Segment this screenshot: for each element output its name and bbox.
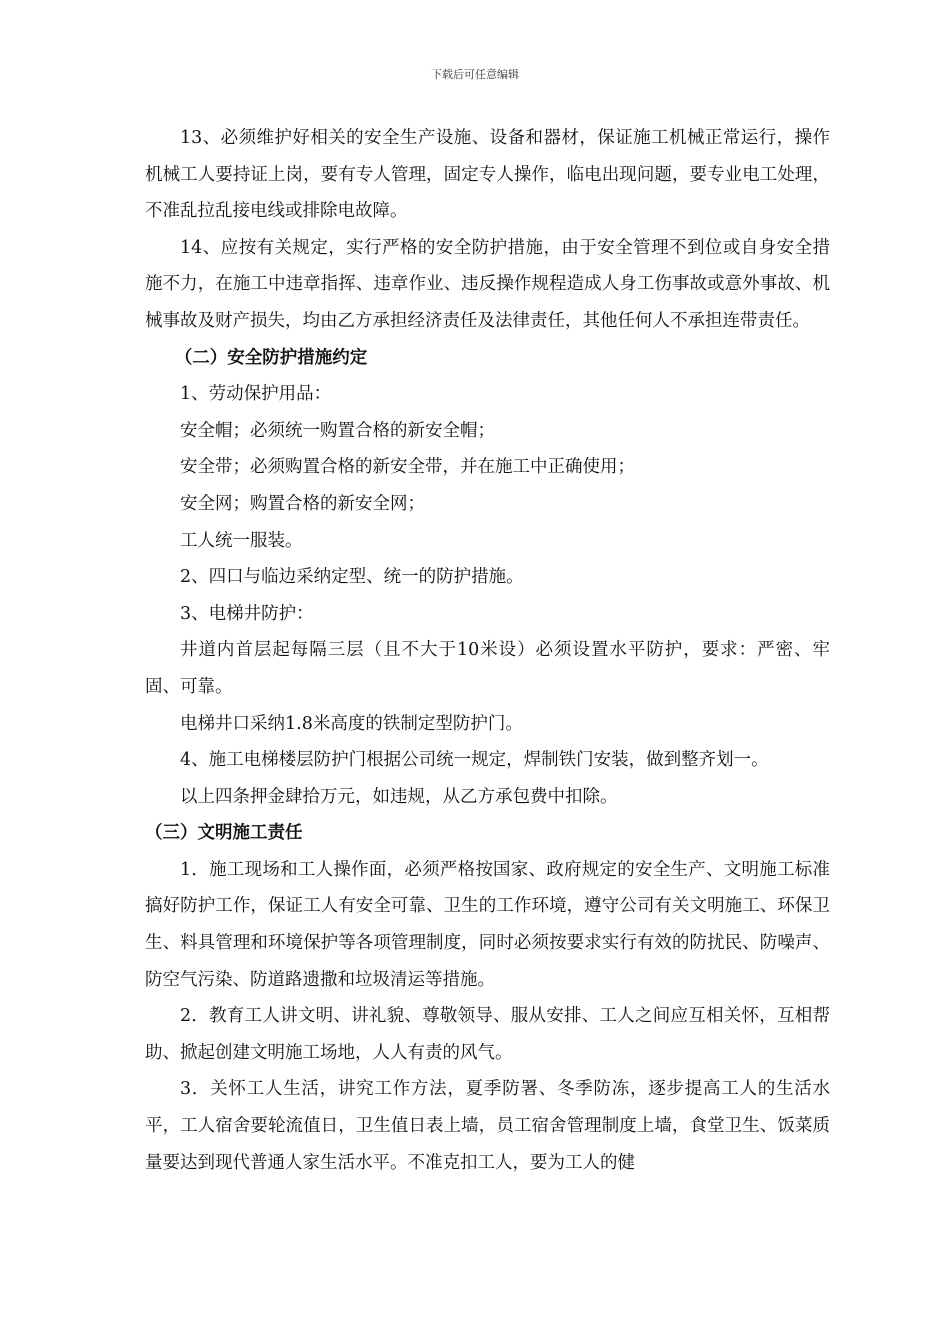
section-heading-civilized-construction: （三）文明施工责任 [145,823,303,844]
item-shaft-door: 电梯井口采纳1.8米高度的铁制定型防护门。 [180,713,523,734]
paragraph-14-safety-measures: 14、应按有关规定，实行严格的安全防护措施，由于安全管理不到位或自身安全措施不力，在施工中违章指挥、违章作业、违反操作规程造成人身工伤事故或意外事故、机械事故及财产损失，均由乙方承担经济责任及法律责任，其他任何人不承担连带责任。 [145,237,830,331]
item-safety-helmet: 安全帽；必须统一购置合格的新安全帽； [180,420,495,441]
paragraph-civilized-3: 3．关怀工人生活，讲究工作方法，夏季防署、冬季防冻，逐步提高工人的生活水平，工人宿舍要轮流值日，卫生值日表上墙，员工宿舍管理制度上墙，食堂卫生、饭菜质量要达到现代普通人家生活水平。不准克扣工人，要为工人的健 [145,1079,830,1173]
item-labor-protection: 1、劳动保护用品： [180,384,332,405]
item-uniform: 工人统一服装。 [180,530,303,551]
paragraph-civilized-1: 1．施工现场和工人操作面，必须严格按国家、政府规定的安全生产、文明施工标准搞好防护工作，保证工人有安全可靠、卫生的工作环境，遵守公司有关文明施工、环保卫生、料具管理和环境保护等各项管理制度，同时必须按要求实行有效的防扰民、防噪声、防空气污染、防道路遗撒和垃圾清运等措施。 [145,859,830,990]
item-safety-belt: 安全带；必须购置合格的新安全带，并在施工中正确使用； [180,457,635,478]
item-elevator-floor-door: 4、施工电梯楼层防护门根据公司统一规定，焊制铁门安装，做到整齐划一。 [180,750,769,771]
document-body [145,120,830,1181]
page-header-note: 下载后可任意编辑 [431,68,519,81]
item-shaft-horizontal-protection: 井道内首层起每隔三层（且不大于10米设）必须设置水平防护，要求：严密、牢固、可靠。 [145,640,830,697]
paragraph-13-machinery-safety: 13、必须维护好相关的安全生产设施、设备和器材，保证施工机械正常运行，操作机械工人要持证上岗，要有专人管理，固定专人操作，临电出现问题，要专业电工处理，不准乱拉乱接电线或排除电故障。 [145,128,830,222]
item-four-openings: 2、四口与临边采纳定型、统一的防护措施。 [180,567,524,588]
section-heading-safety-protection: （二）安全防护措施约定 [174,347,368,368]
item-deposit-note: 以上四条押金肆拾万元，如违规，从乙方承包费中扣除。 [180,786,618,807]
paragraph-civilized-2: 2．教育工人讲文明、讲礼貌、尊敬领导、服从安排、工人之间应互相关怀，互相帮助、掀起创建文明施工场地，人人有责的风气。 [145,1006,830,1063]
item-elevator-shaft: 3、电梯井防护： [180,603,314,624]
item-safety-net: 安全网；购置合格的新安全网； [180,493,425,514]
